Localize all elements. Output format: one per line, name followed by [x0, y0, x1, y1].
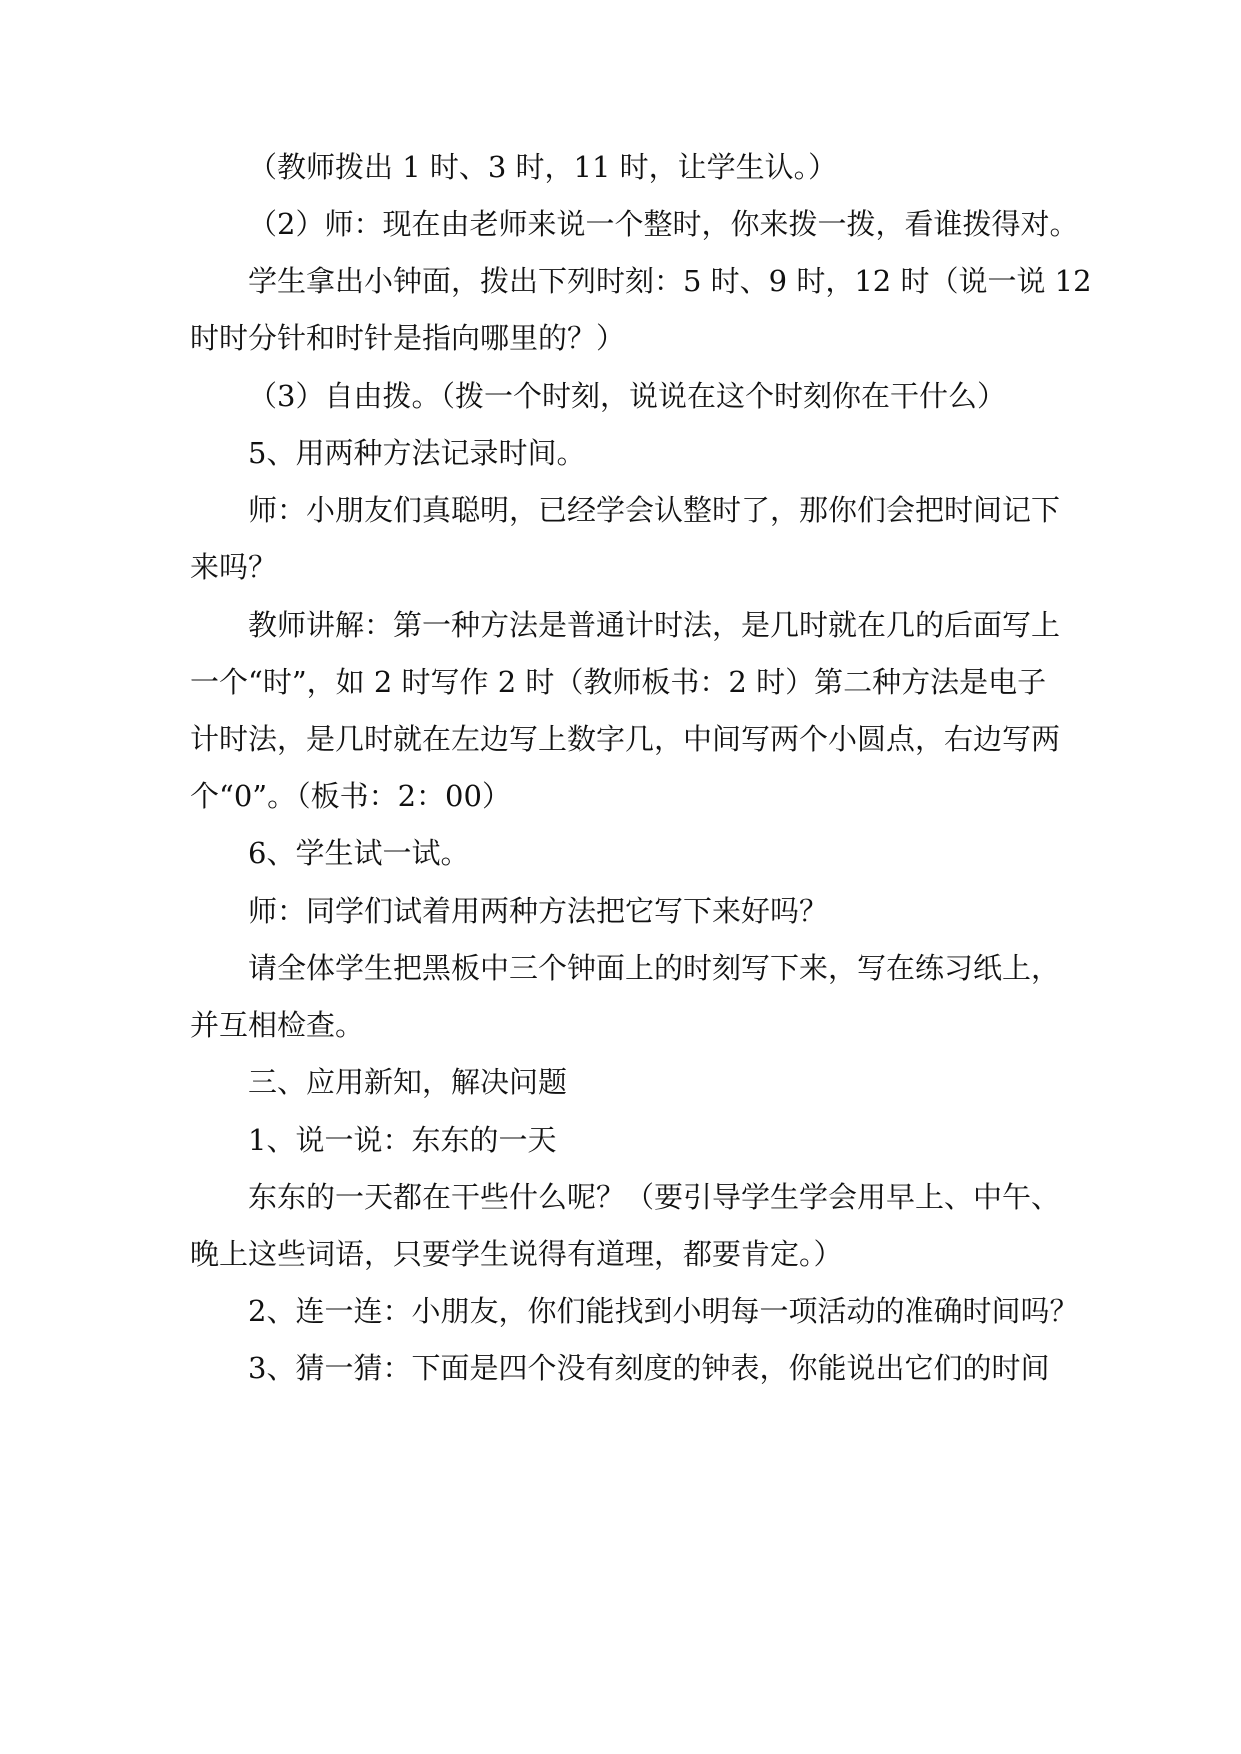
- paragraph-line-students-set-clock-cont: 时时分针和时针是指向哪里的？）: [190, 321, 626, 355]
- subheading-3: 3、猜一猜：下面是四个没有刻度的钟表，你能说出它们的时间: [248, 1351, 1050, 1385]
- paragraph-line-step-2: （2）师：现在由老师来说一个整时，你来拨一拨，看谁拨得对。: [248, 207, 1079, 241]
- section-heading-6: 6、学生试一试。: [248, 836, 470, 870]
- paragraph-line-whole-class: 请全体学生把黑板中三个钟面上的时刻写下来，写在练习纸上，: [248, 951, 1061, 985]
- section-heading-three: 三、应用新知，解决问题: [248, 1065, 568, 1099]
- paragraph-line-step-3: （3）自由拨。（拨一个时刻，说说在这个时刻你在干什么）: [248, 379, 1006, 413]
- paragraph-line-dongdong-day: 东东的一天都在干些什么呢？（要引导学生学会用早上、中午、: [248, 1180, 1061, 1214]
- paragraph-line-teacher-explains: 教师讲解：第一种方法是普通计时法，是几时就在几的后面写上: [248, 608, 1061, 642]
- subheading-1: 1、说一说：东东的一天: [248, 1123, 557, 1157]
- paragraph-line-whole-class-cont: 并互相检查。: [190, 1008, 365, 1042]
- paragraph-line-teacher-explains-cont-2: 计时法，是几时就在左边写上数字几，中间写两个小圆点，右边写两: [190, 722, 1061, 756]
- paragraph-line-teacher-sets-clock: （教师拨出 1 时、3 时，11 时，让学生认。）: [248, 150, 838, 184]
- subheading-2: 2、连一连：小朋友，你们能找到小明每一项活动的准确时间吗？: [248, 1294, 1079, 1328]
- paragraph-line-dongdong-day-cont: 晚上这些词语，只要学生说得有道理，都要肯定。）: [190, 1237, 843, 1271]
- paragraph-line-students-set-clock: 学生拿出小钟面，拨出下列时刻：5 时、9 时，12 时（说一说 12: [248, 264, 1092, 298]
- section-heading-5: 5、用两种方法记录时间。: [248, 436, 586, 470]
- paragraph-line-teacher-question-cont: 来吗？: [190, 550, 278, 584]
- paragraph-line-teacher-explains-cont-1: 一个“时”，如 2 时写作 2 时（教师板书：2 时）第二种方法是电子: [190, 665, 1047, 699]
- paragraph-line-teacher-question: 师：小朋友们真聪明，已经学会认整时了，那你们会把时间记下: [248, 493, 1061, 527]
- paragraph-line-teacher-explains-cont-3: 个“0”。（板书：2：00）: [190, 779, 511, 813]
- paragraph-line-teacher-prompt: 师：同学们试着用两种方法把它写下来好吗？: [248, 894, 829, 928]
